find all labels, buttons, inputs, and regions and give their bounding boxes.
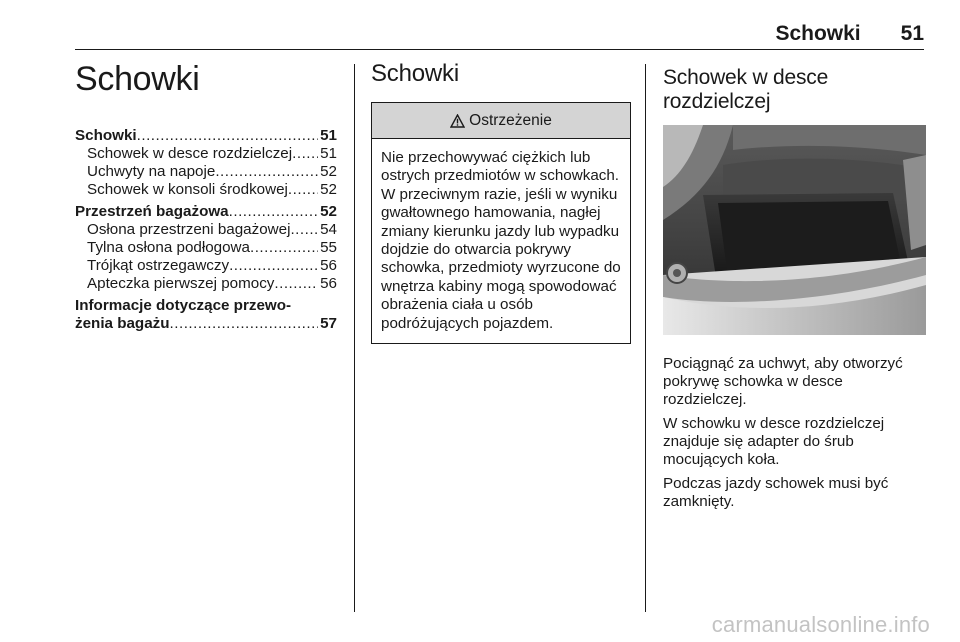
watermark: carmanualsonline.info <box>711 612 930 637</box>
middle-column <box>371 60 631 344</box>
warning-triangle-icon <box>450 114 465 128</box>
section-heading: Schowki <box>371 60 459 87</box>
toc-entry[interactable]: Osłona przestrzeni bagażowej ..... 54 <box>75 221 337 239</box>
header-page-number: 51 <box>900 22 924 45</box>
instruction-paragraph: Pociągnąć za uchwyt, aby otworzyć pokrywę schowka w desce rozdzielczej. <box>663 355 903 408</box>
warning-header <box>372 103 630 139</box>
column-divider-1 <box>354 64 355 612</box>
section-heading: Schowek w desce rozdzielczej <box>663 66 829 113</box>
toc-entry[interactable]: Apteczka pierwszej pomocy ..... 56 <box>75 275 337 293</box>
header-rule <box>75 49 924 50</box>
warning-title: Ostrzeżenie <box>469 111 552 129</box>
toc-column <box>75 60 337 337</box>
toc-entry[interactable]: Schowek w desce rozdzielczej ..... 51 <box>75 145 337 163</box>
toc-entry[interactable]: Trójkąt ostrzegawczy ..... 56 <box>75 257 337 275</box>
right-column <box>663 66 928 517</box>
warning-text: Nie przechowywać ciężkich lub ostrych przedmiotów w schowkach. W przeciwnym razie, jeśli w wyniku gwałtownego hamowania, nagłej zmiany kierunku jazdy lub wypadku dojdzie do otwarcia pokrywy schowka, przedmioty wyrzucone do wnętrza kabiny mogą spowodować obrażenia ciała u osób podróżujących pojazdem. <box>381 149 621 332</box>
toc-entry[interactable]: Przestrzeń bagażowa ..... 52 <box>75 203 337 221</box>
chapter-title: Schowki <box>75 60 200 98</box>
glovebox-photo <box>663 125 926 335</box>
warning-box <box>371 102 631 344</box>
column-divider-2 <box>645 64 646 612</box>
instruction-paragraph: W schowku w desce rozdzielczej znajduje się adapter do śrub mocujących koła. <box>663 415 885 468</box>
toc-entry[interactable]: Schowki ..... 51 <box>75 127 337 145</box>
instruction-paragraph: Podczas jazdy schowek musi być zamknięty. <box>663 475 889 510</box>
toc-entry[interactable]: Uchwyty na napoje ..... 52 <box>75 163 337 181</box>
running-header <box>775 22 924 46</box>
toc-entry[interactable]: Tylna osłona podłogowa ..... 55 <box>75 239 337 257</box>
toc-entry[interactable]: Schowek w konsoli środkowej ..... 52 <box>75 181 337 199</box>
header-section: Schowki <box>775 22 861 45</box>
toc-entry[interactable]: Informacje dotyczące przewo- żenia bagażu ..... 57 <box>75 297 337 333</box>
